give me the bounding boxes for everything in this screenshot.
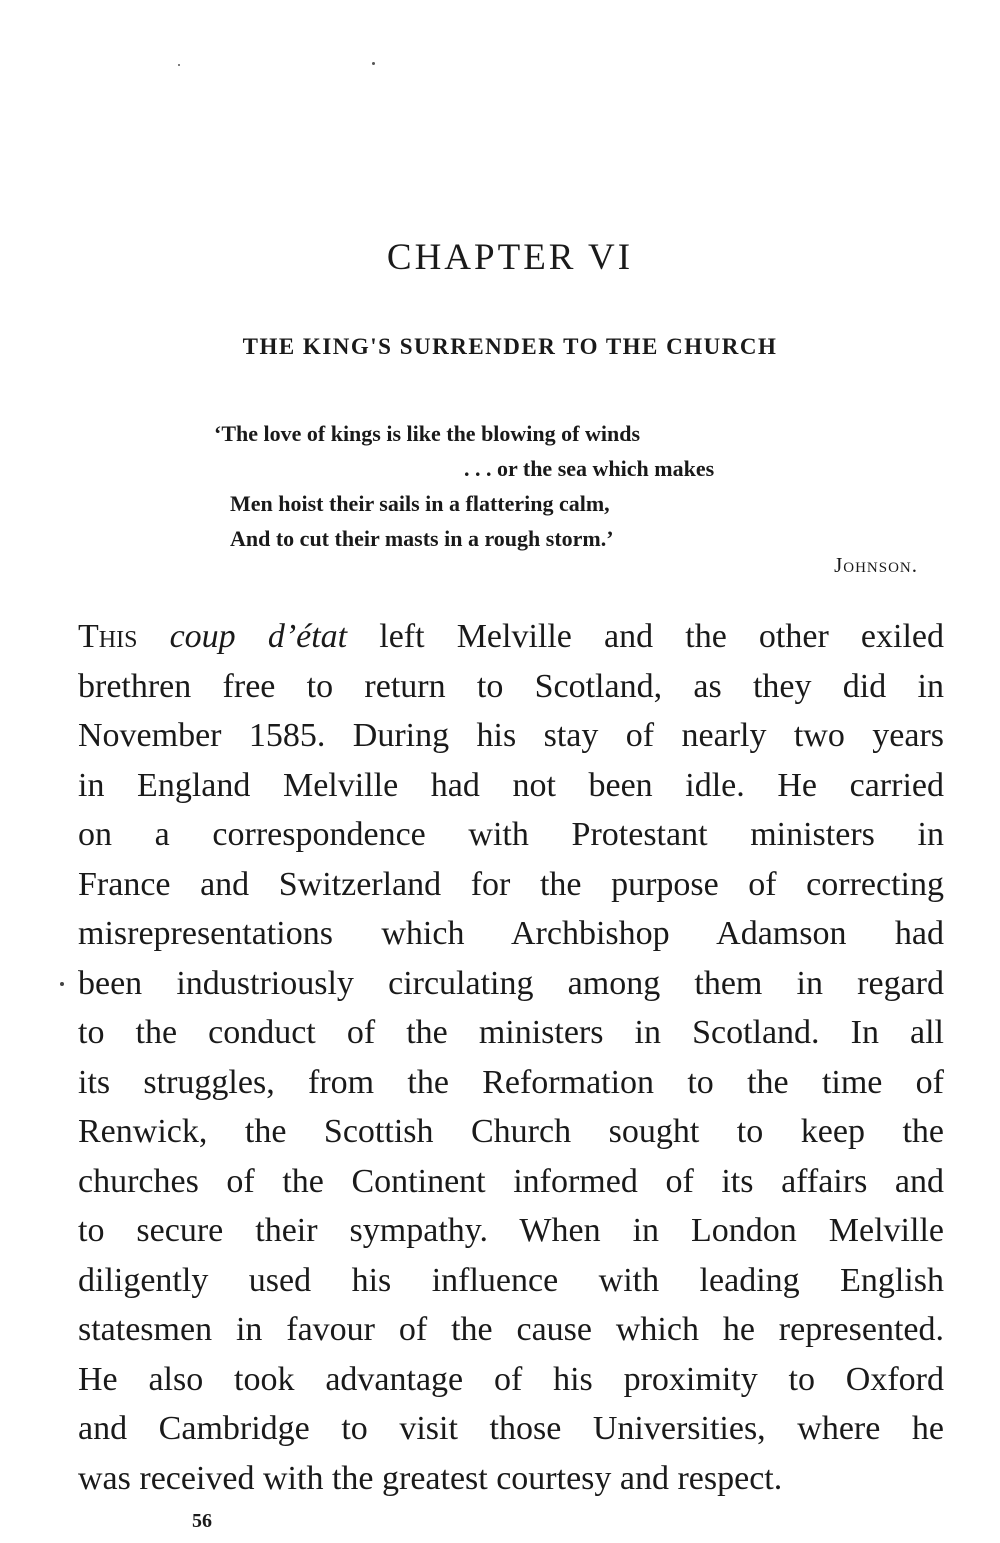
body-line: on a correspondence with Protestant ministers in xyxy=(78,816,944,853)
body-line: France and Switzerland for the purpose of correcting xyxy=(78,865,944,903)
body-line-last: was received with the greatest courtesy and respect. xyxy=(78,1459,783,1497)
chapter-title: CHAPTER VI xyxy=(386,237,634,278)
body-line: to the conduct of the ministers in Scotland. In all xyxy=(78,1014,944,1051)
epigraph-attribution: Johnson. xyxy=(834,553,918,577)
scan-speck xyxy=(178,64,180,66)
epigraph-line: And to cut their masts in a rough storm.’ xyxy=(230,526,614,551)
body-line: in England Melville had not been idle. He carried xyxy=(78,766,944,804)
epigraph-line: ‘The love of kings is like the blowing of winds xyxy=(214,421,641,446)
body-line: diligently used his influence with leading English xyxy=(78,1261,944,1299)
body-line: November 1585. During his stay of nearly two years xyxy=(78,717,944,754)
body-paragraph xyxy=(78,612,944,1503)
epigraph xyxy=(214,416,934,556)
opening-word: This xyxy=(78,618,138,655)
body-line: statesmen in favour of the cause which he represented. xyxy=(78,1311,944,1348)
body-line: to secure their sympathy. When in London Melville xyxy=(78,1212,944,1249)
chapter-subtitle: THE KING'S SURRENDER TO THE CHURCH xyxy=(242,334,778,359)
margin-mark xyxy=(60,982,64,986)
body-line: brethren free to return to Scotland, as they did in xyxy=(78,667,944,705)
italic-phrase: coup d’état xyxy=(169,618,348,655)
first-line-rest: left Melville and the other exiled xyxy=(379,618,944,655)
body-line: He also took advantage of his proximity to Oxford xyxy=(78,1360,944,1398)
body-line: and Cambridge to visit those Universities, where he xyxy=(78,1410,944,1447)
body-line: been industriously circulating among them in regard xyxy=(78,964,944,1002)
body-line: churches of the Continent informed of its affairs and xyxy=(78,1162,944,1200)
scan-speck xyxy=(372,62,375,65)
epigraph-line: . . . or the sea which makes xyxy=(464,456,715,481)
page-number: 56 xyxy=(192,1510,212,1532)
body-line: its struggles, from the Reformation to the time of xyxy=(78,1063,944,1101)
body-line: misrepresentations which Archbishop Adamson had xyxy=(78,915,944,952)
body-line: Renwick, the Scottish Church sought to keep the xyxy=(78,1113,944,1150)
epigraph-line: Men hoist their sails in a flattering calm, xyxy=(230,491,610,516)
body-line-first xyxy=(78,612,944,662)
